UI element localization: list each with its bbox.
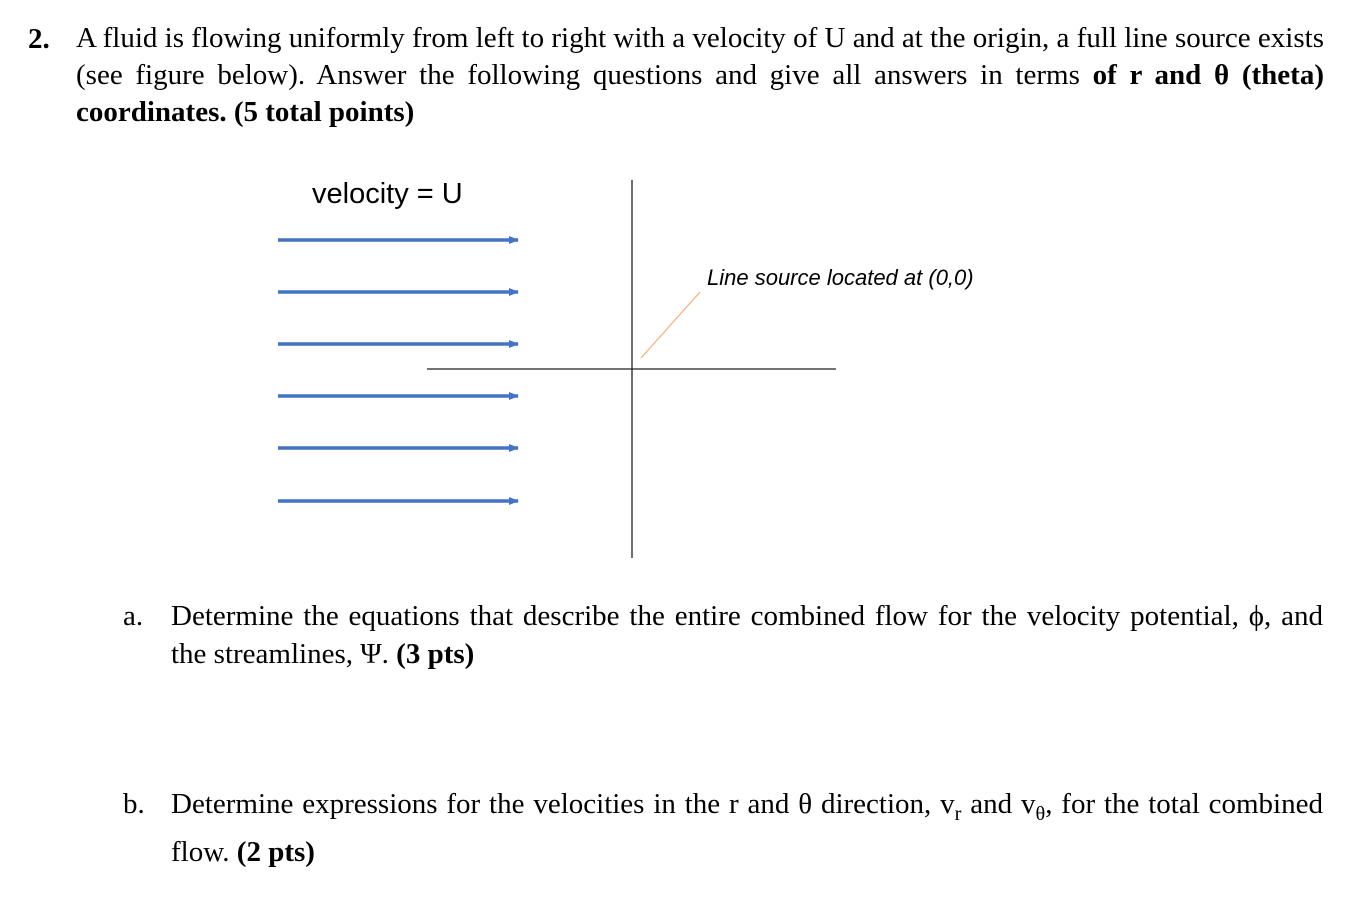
source-leader-line	[641, 292, 700, 358]
part-b-points: (2 pts)	[236, 835, 315, 868]
part-b	[123, 785, 1323, 868]
line-source-label: Line source located at (0,0)	[707, 265, 974, 290]
uniform-flow-arrows	[278, 240, 518, 501]
part-b-letter: b.	[123, 788, 145, 820]
question-text	[76, 20, 1324, 131]
part-b-sub-r: r	[954, 802, 962, 825]
part-b-text-3: , for the total combined flow.	[171, 788, 1323, 868]
part-a-points: (3 pts)	[396, 638, 475, 670]
part-a-question: Determine the equations that describe the entire combined flow for the velocity potential, ϕ, and the streamlines, Ψ.	[171, 600, 1323, 670]
part-b-text-1: Determine expressions for the velocities in the r and θ direction, v	[171, 788, 955, 820]
part-a-text	[171, 597, 1323, 673]
question-text-main: A fluid is flowing uniformly from left to right with a velocity of U and at the origin, a full line source exists (see figure below). Answer the following questions and give all answers in terms	[76, 22, 1324, 91]
question-number: 2.	[28, 23, 50, 55]
velocity-label: velocity = U	[312, 178, 463, 210]
question-text-bold: of r and θ (theta) coordinates. (5 total points)	[76, 59, 1324, 128]
part-b-sub-theta: θ	[1035, 802, 1046, 825]
part-a-letter: a.	[123, 600, 144, 632]
part-b-text-2: and v	[961, 788, 1036, 820]
part-a	[123, 597, 1323, 677]
part-b-text	[171, 785, 1323, 871]
